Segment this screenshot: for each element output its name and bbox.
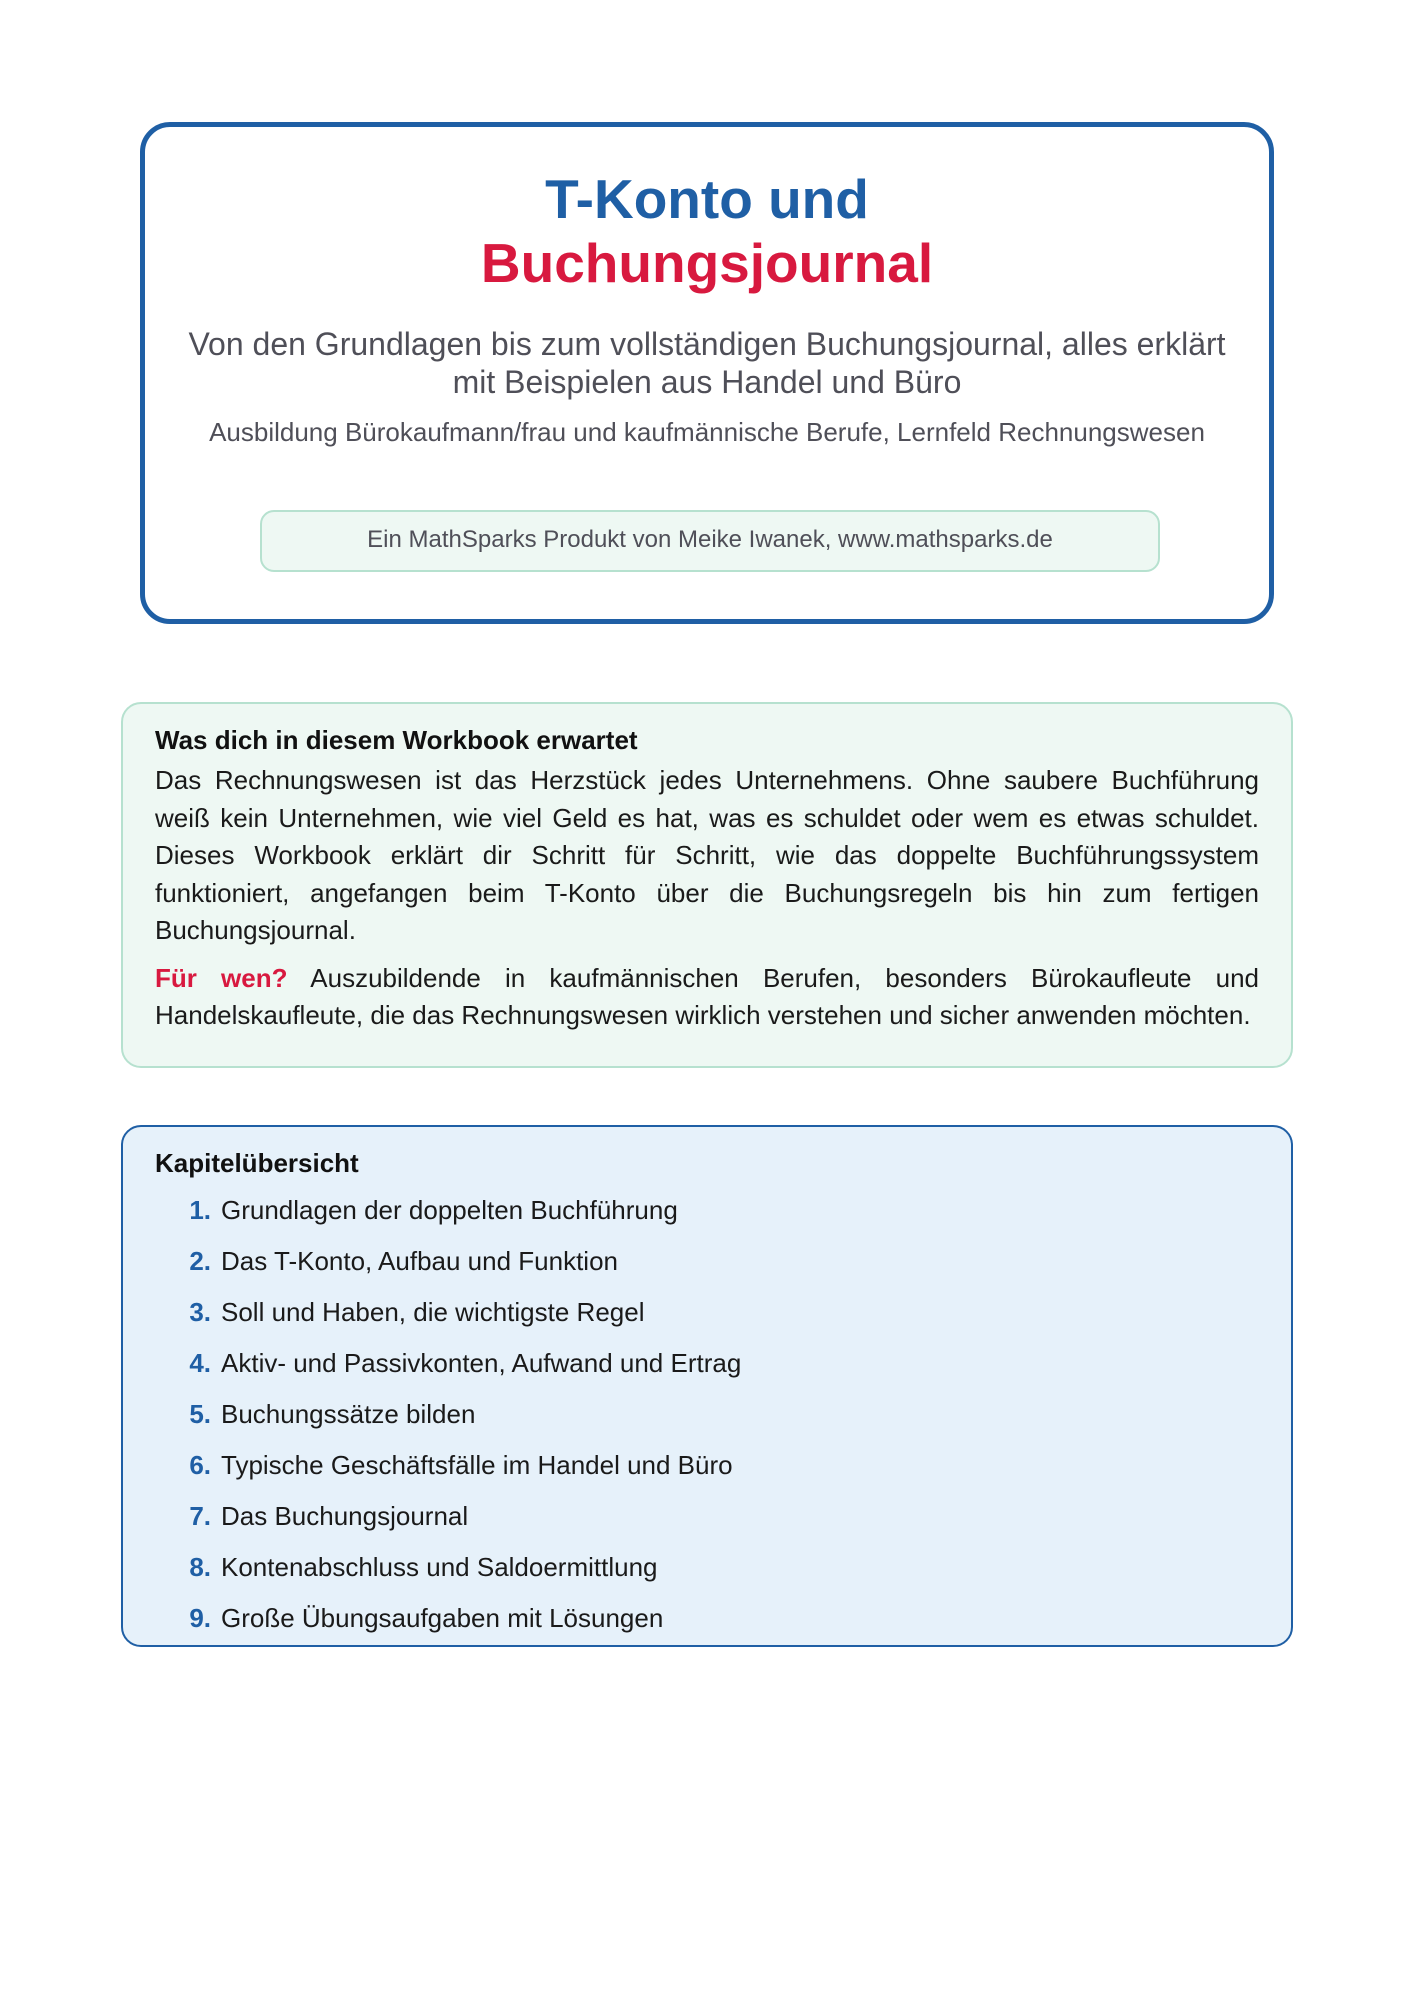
chapter-number: 5.: [189, 1399, 211, 1429]
audience-label: Für wen?: [155, 962, 288, 993]
chapter-title: Buchungssätze bilden: [221, 1399, 476, 1429]
chapter-item: [155, 1389, 1259, 1440]
chapter-number: 8.: [189, 1552, 211, 1582]
chapter-item: [155, 1542, 1259, 1593]
chapter-item: [155, 1593, 1259, 1644]
chapter-number: 9.: [189, 1603, 211, 1633]
chapter-title: Grundlagen der doppelten Buchführung: [221, 1195, 678, 1225]
chapter-item: [155, 1236, 1259, 1287]
title-line-2: Buchungsjournal: [480, 232, 934, 294]
target-audience-line: Ausbildung Bürokaufmann/frau und kaufmännische Berufe, Lernfeld Rechnungswesen: [209, 417, 1205, 447]
chapter-item: [155, 1491, 1259, 1542]
chapter-title: Kontenabschluss und Saldoermittlung: [221, 1552, 658, 1582]
subtitle: Von den Grundlagen bis zum vollständigen Buchungsjournal, alles erklärt mit Beispielen aus Handel und Büro: [188, 326, 1226, 400]
audience-text: Auszubildende in kaufmännischen Berufen, besonders Bürokaufleute und Handelskaufleute, die das Rechnungswesen wirklich verstehen und sicher anwenden möchten.: [155, 962, 1259, 1030]
chapter-title: Große Übungsaufgaben mit Lösungen: [221, 1603, 664, 1633]
chapter-item: [155, 1338, 1259, 1389]
chapter-item: [155, 1440, 1259, 1491]
chapter-item: [155, 1185, 1259, 1236]
chapter-title: Das Buchungsjournal: [221, 1501, 469, 1531]
chapter-number: 3.: [189, 1297, 211, 1327]
chapter-title: Typische Geschäftsfälle im Handel und Büro: [221, 1450, 733, 1480]
chapter-title: Aktiv- und Passivkonten, Aufwand und Ertrag: [221, 1348, 742, 1378]
intro-box: [121, 702, 1293, 1068]
chapter-number: 2.: [189, 1246, 211, 1276]
chapter-number: 6.: [189, 1450, 211, 1480]
chapter-number: 7.: [189, 1501, 211, 1531]
product-note-badge: Ein MathSparks Produkt von Meike Iwanek, www.mathsparks.de: [260, 510, 1160, 572]
intro-paragraph: Das Rechnungswesen ist das Herzstück jedes Unternehmens. Ohne saubere Buchführung weiß kein Unternehmen, wie viel Geld es hat, was es schuldet oder wem es etwas schuldet. Dieses Workbook erklärt dir Schritt für Schritt, wie das doppelte Buchführungssystem funktioniert, angefangen beim T-Konto über die Buchungsregeln bis hin zum fertigen Buchungsjournal.: [155, 765, 1259, 945]
chapter-number: 1.: [189, 1195, 211, 1225]
chapter-overview-heading: Kapitelübersicht: [155, 1148, 359, 1178]
title-card: [140, 122, 1274, 624]
chapter-title: Soll und Haben, die wichtigste Regel: [221, 1297, 645, 1327]
chapter-list: [155, 1185, 1259, 1644]
chapter-item: [155, 1287, 1259, 1338]
chapter-number: 4.: [189, 1348, 211, 1378]
title-line-1: T-Konto und: [545, 168, 869, 230]
intro-heading: Was dich in diesem Workbook erwartet: [155, 725, 638, 755]
chapter-title: Das T-Konto, Aufbau und Funktion: [221, 1246, 619, 1276]
audience-paragraph: [155, 960, 1259, 1035]
chapter-overview-box: [121, 1125, 1293, 1647]
